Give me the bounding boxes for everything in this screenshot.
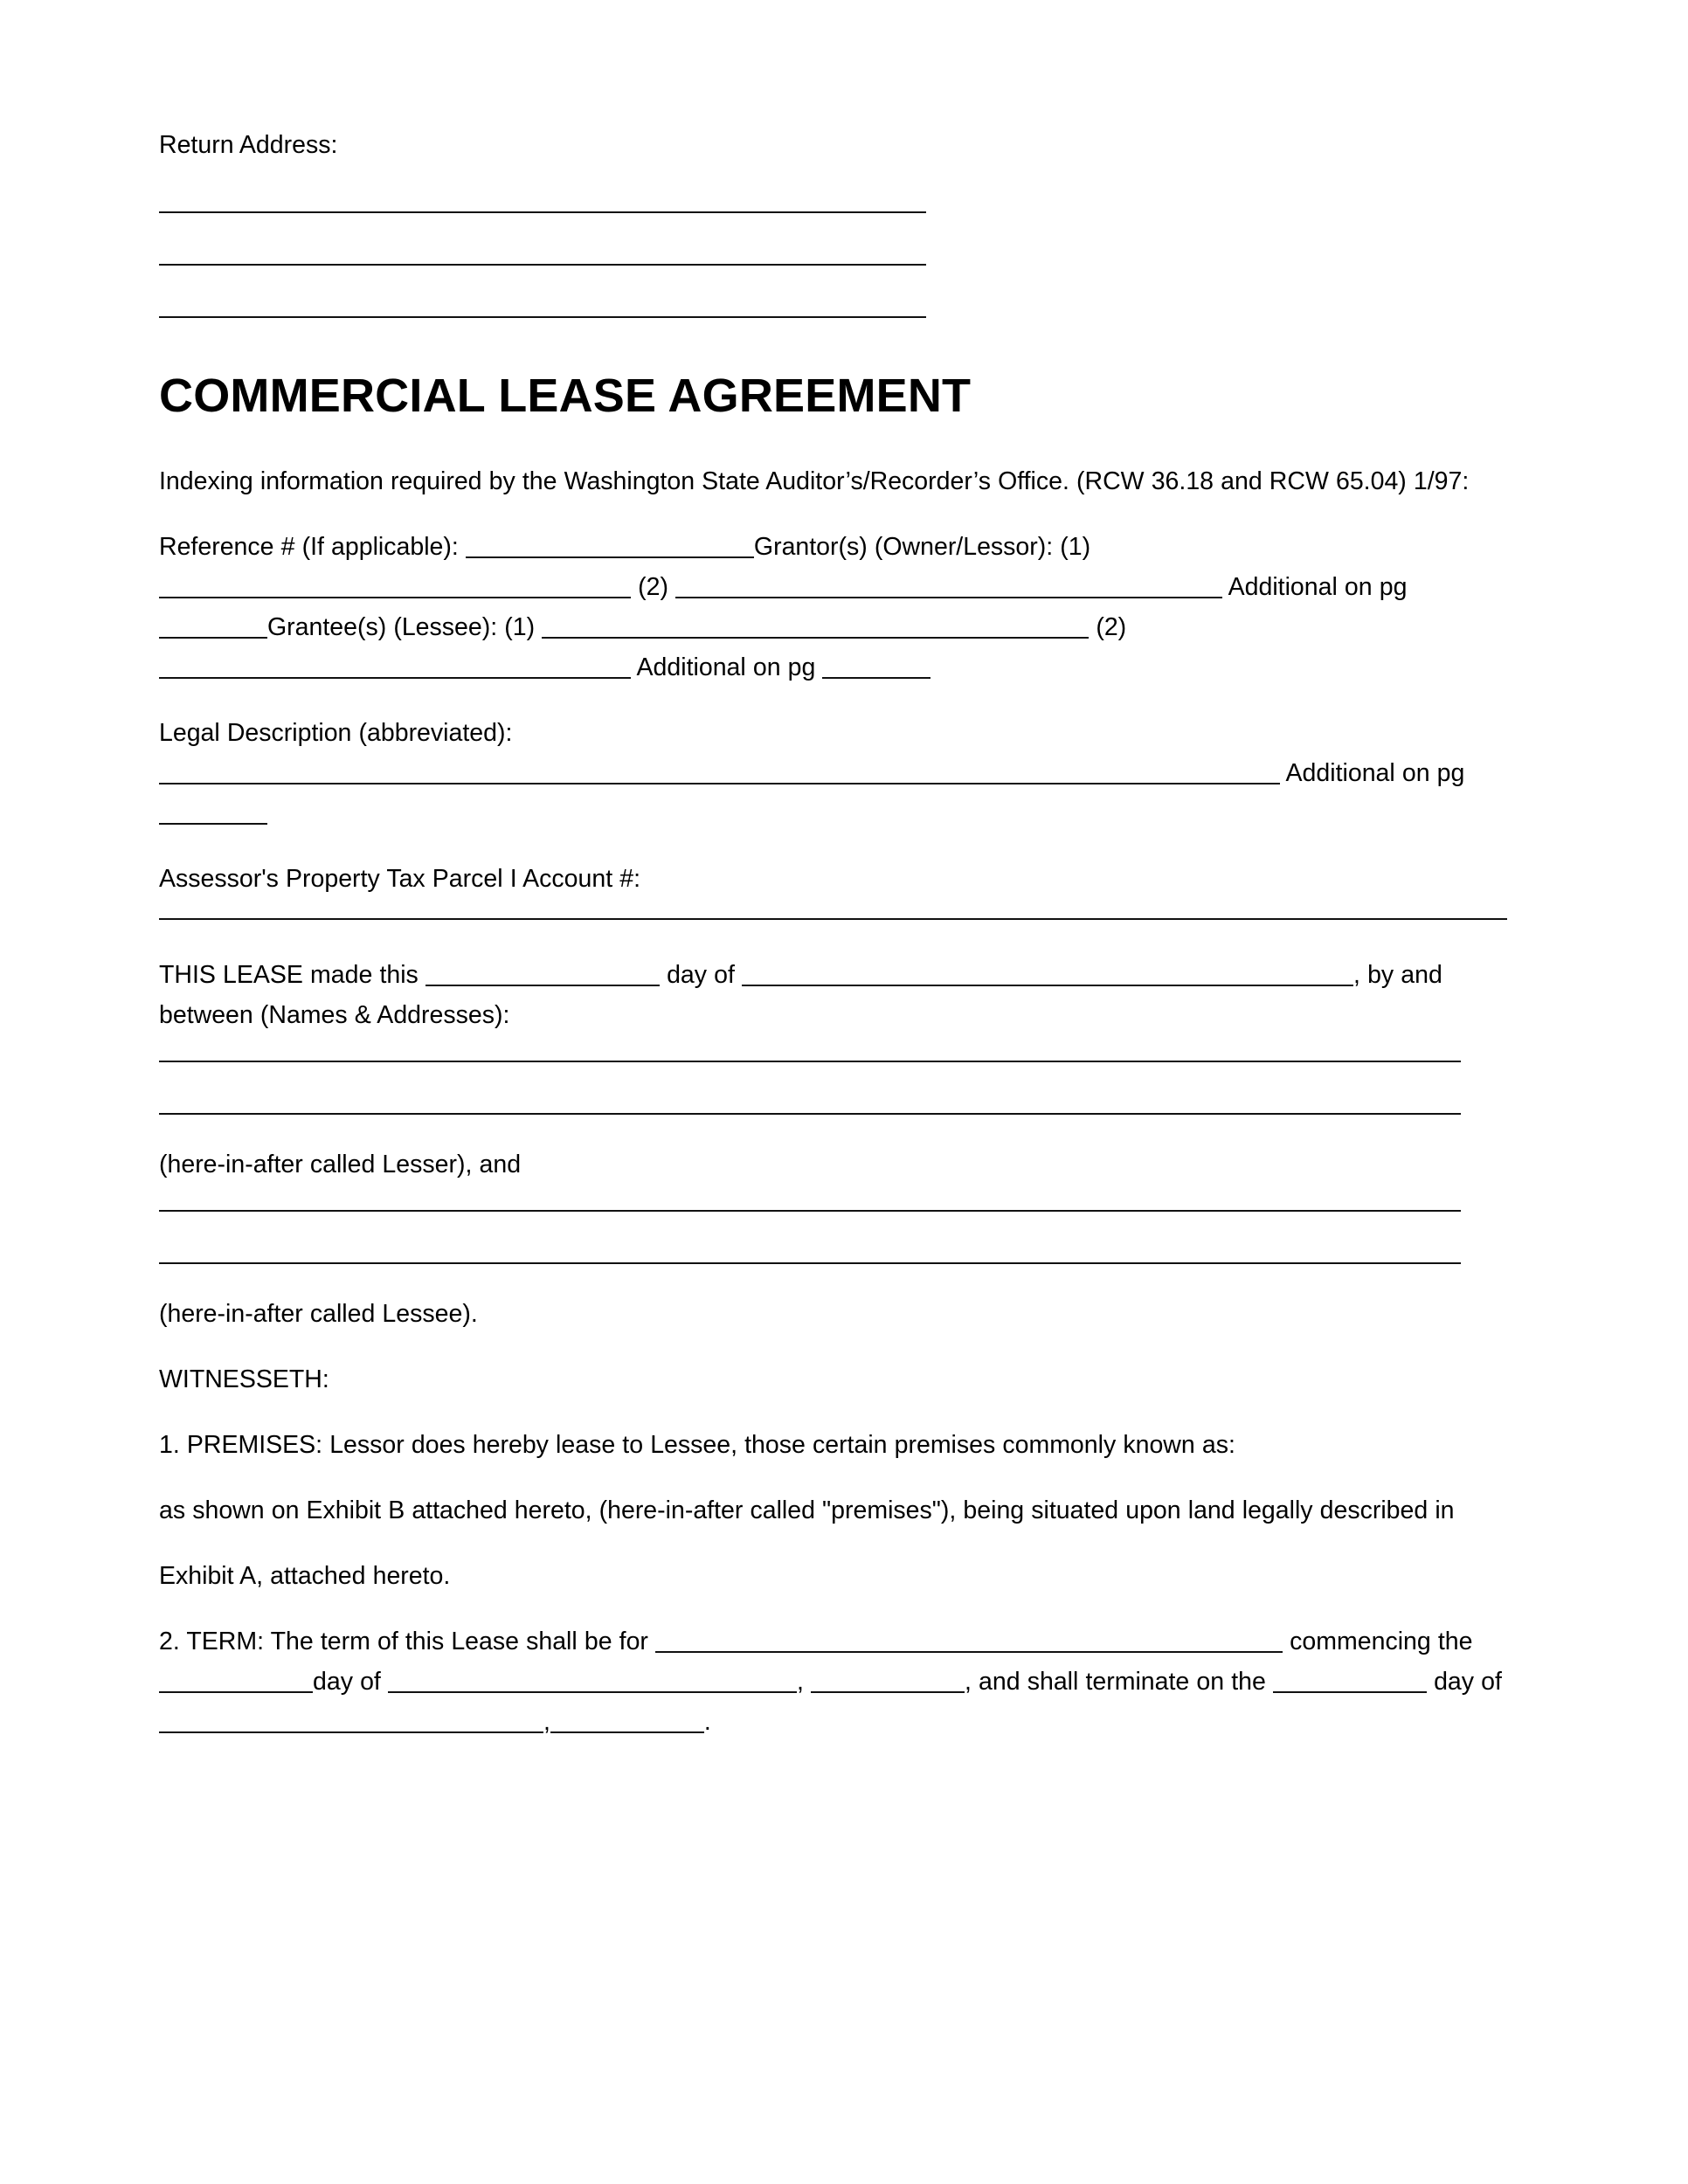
term-length-blank[interactable]: [655, 1634, 1283, 1653]
grantor-pg-blank[interactable]: [159, 619, 267, 639]
reference-label: Reference # (If applicable):: [159, 533, 459, 561]
term-commence-month-blank[interactable]: [388, 1674, 797, 1693]
premises-exhibit-b: as shown on Exhibit B attached hereto, (here-in-after called "premises"), being situated upon land legally described in: [159, 1496, 1455, 1524]
lessor-address-line-1[interactable]: [159, 1061, 1461, 1062]
term-end-month-blank[interactable]: [159, 1714, 543, 1733]
lease-day-of-label: day of: [667, 961, 735, 989]
term-end-year-blank[interactable]: [550, 1714, 704, 1733]
grantee-label: Grantee(s) (Lessee): (1): [267, 613, 536, 641]
term-day-of-label: day of: [313, 1668, 381, 1696]
lease-day-blank[interactable]: [425, 967, 660, 986]
return-address-blank-line-3[interactable]: [159, 316, 926, 318]
document-body: [159, 128, 1512, 1767]
lessee-address-blank-block: [159, 1210, 1512, 1264]
grantee-additional-on-pg-label: Additional on pg: [636, 653, 816, 681]
lessee-address-line-2[interactable]: [159, 1262, 1461, 1264]
term-commencing-label: commencing the: [1290, 1628, 1473, 1655]
indexing-note: Indexing information required by the Washington State Auditor’s/Recorder’s Office. (RCW 36.18 and RCW 65.04) 1/97:: [159, 467, 1470, 495]
lessee-address-line-1[interactable]: [159, 1210, 1461, 1212]
premises-exhibit-a: Exhibit A, attached hereto.: [159, 1562, 451, 1590]
legal-description-label: Legal Description (abbreviated):: [159, 719, 513, 747]
grantor-1-blank[interactable]: [159, 579, 631, 598]
grantor-additional-on-label: Additional on: [1228, 573, 1373, 601]
grantor-2-label: (2): [638, 573, 668, 601]
legal-description-additional-on-label: Additional on: [1285, 759, 1430, 787]
reference-grantor-grantee-block: [159, 527, 1512, 688]
lease-month-year-blank[interactable]: [742, 967, 1353, 986]
witnesseth-heading: WITNESSETH:: [159, 1365, 329, 1393]
term-comma-2: ,: [543, 1708, 550, 1736]
page-title: COMMERCIAL LEASE AGREEMENT: [159, 370, 972, 422]
grantee-1-blank[interactable]: [542, 619, 1089, 639]
lessor-address-line-2[interactable]: [159, 1113, 1461, 1115]
assessor-parcel-blank[interactable]: [159, 918, 1507, 920]
return-address-blank-line-1[interactable]: [159, 211, 926, 213]
lease-made-block: [159, 955, 1512, 1035]
legal-description-pg-blank[interactable]: [159, 805, 267, 825]
term-period: .: [703, 1708, 711, 1736]
lessor-caption: (here-in-after called Lesser), and: [159, 1151, 522, 1178]
term-terminate-label: , and shall terminate on the: [965, 1668, 1266, 1696]
grantor-pg-label: pg: [1379, 573, 1408, 601]
lease-by-and-label: , by and: [1353, 961, 1442, 989]
legal-description-block: [159, 713, 1512, 833]
return-address-label: Return Address:: [159, 131, 338, 159]
term-commence-year-blank[interactable]: [811, 1674, 965, 1693]
grantor-2-blank[interactable]: [675, 579, 1222, 598]
legal-description-pg-label: pg: [1436, 759, 1465, 787]
lessor-address-blank-block: [159, 1061, 1512, 1115]
lessee-caption: (here-in-after called Lessee).: [159, 1300, 478, 1328]
grantor-label: Grantor(s) (Owner/Lessor): (1): [753, 533, 1091, 561]
grantee-pg-blank[interactable]: [822, 660, 930, 679]
grantee-2-blank[interactable]: [159, 660, 631, 679]
term-end-day-blank[interactable]: [1273, 1674, 1427, 1693]
premises-clause: 1. PREMISES: Lessor does hereby lease to Lessee, those certain premises commonly known as:: [159, 1431, 1235, 1459]
term-clause-block: [159, 1621, 1512, 1742]
legal-description-blank[interactable]: [159, 765, 1280, 784]
term-comma-1: ,: [796, 1668, 804, 1696]
return-address-blank-line-2[interactable]: [159, 264, 926, 266]
term-day-of-label-2: day of: [1434, 1668, 1502, 1696]
term-commence-day-blank[interactable]: [159, 1674, 313, 1693]
lease-made-prefix: THIS LEASE made this: [159, 961, 419, 989]
term-clause-prefix: 2. TERM: The term of this Lease shall be for: [159, 1628, 648, 1655]
assessor-label: Assessor's Property Tax Parcel I Account #:: [159, 865, 641, 893]
lease-between-label: between (Names & Addresses):: [159, 1001, 510, 1029]
reference-number-blank[interactable]: [466, 539, 754, 558]
grantee-2-label: (2): [1096, 613, 1127, 641]
